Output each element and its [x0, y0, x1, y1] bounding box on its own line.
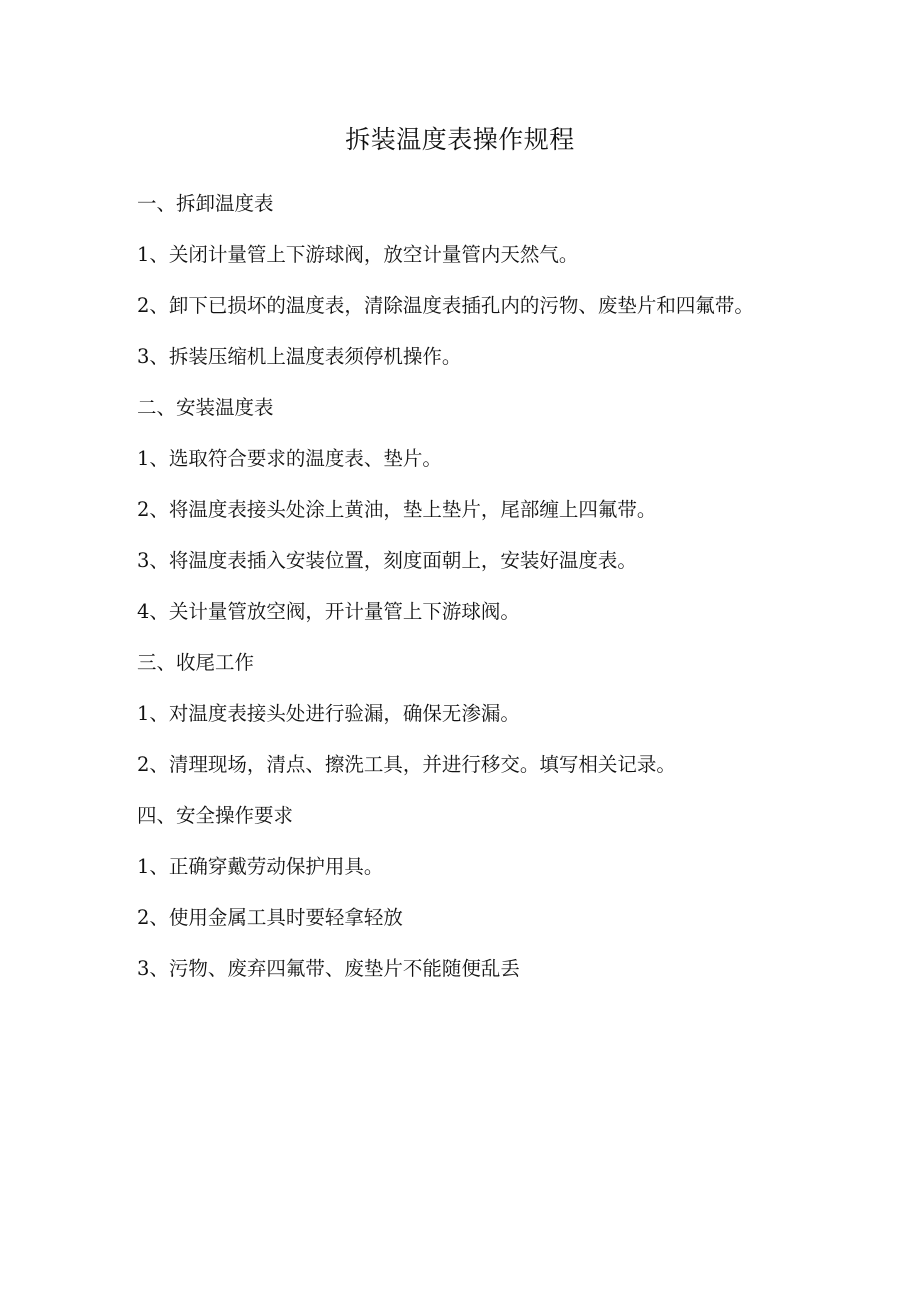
list-item: 3、污物、废弃四氟带、废垫片不能随便乱丢 [137, 957, 520, 980]
list-item: 1、对温度表接头处进行验漏，确保无渗漏。 [137, 702, 520, 725]
list-item: 2、清理现场，清点、擦洗工具，并进行移交。填写相关记录。 [137, 753, 676, 776]
list-item: 1、正确穿戴劳动保护用具。 [137, 855, 384, 878]
list-item: 1、选取符合要求的温度表、垫片。 [137, 447, 442, 470]
list-item: 2、将温度表接头处涂上黄油，垫上垫片，尾部缠上四氟带。 [137, 498, 657, 521]
list-item: 2、卸下已损坏的温度表，清除温度表插孔内的污物、废垫片和四氟带。 [137, 294, 754, 317]
document-title: 拆装温度表操作规程 [345, 125, 575, 154]
list-item: 4、关计量管放空阀，开计量管上下游球阀。 [137, 600, 520, 623]
section-heading-3: 三、收尾工作 [137, 651, 255, 674]
list-item: 2、使用金属工具时要轻拿轻放 [137, 906, 403, 929]
section-heading-2: 二、安装温度表 [137, 396, 274, 419]
section-heading-1: 一、拆卸温度表 [137, 192, 274, 215]
list-item: 3、将温度表插入安装位置，刻度面朝上，安装好温度表。 [137, 549, 637, 572]
section-heading-4: 四、安全操作要求 [137, 804, 294, 827]
list-item: 1、关闭计量管上下游球阀，放空计量管内天然气。 [137, 243, 579, 266]
list-item: 3、拆装压缩机上温度表须停机操作。 [137, 345, 462, 368]
document-body [137, 178, 797, 994]
